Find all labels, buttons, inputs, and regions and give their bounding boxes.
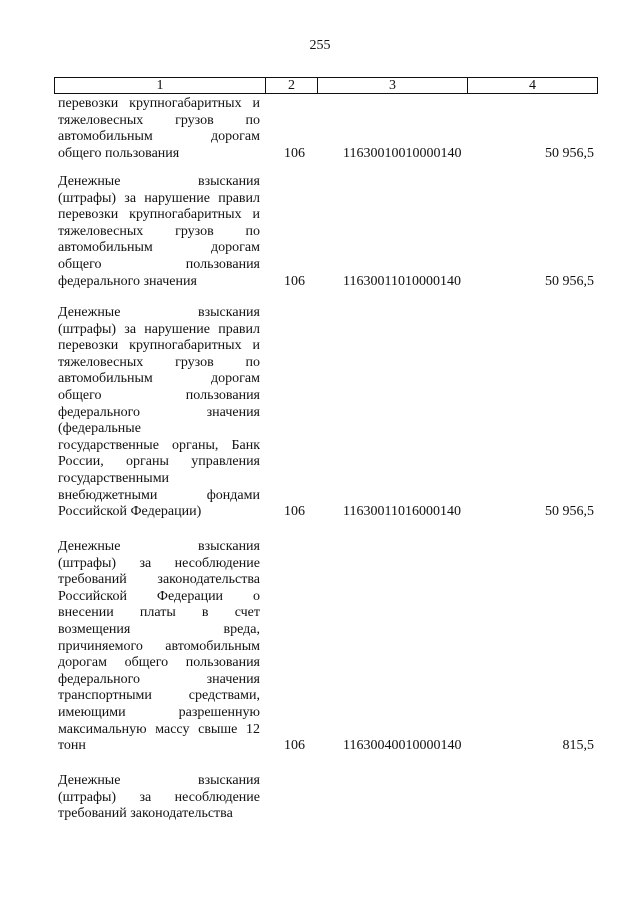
description-line: Денежные взыскания — [58, 773, 260, 788]
description-line: максимальную массу свыше 12 — [58, 721, 260, 737]
description-line: имеющими разрешенную — [58, 704, 260, 720]
description-line: требований законодательства — [58, 806, 233, 822]
description-line: дорогам общего пользования — [58, 655, 260, 671]
description-line: транспортными средствами, — [58, 688, 260, 704]
description-line: России, органы управления — [58, 454, 260, 470]
row-description — [58, 96, 260, 162]
description-line: автомобильным дорогам — [58, 240, 260, 256]
budget-code: 11630010010000140 — [343, 145, 462, 161]
description-line: перевозки крупногабаритных и — [58, 338, 260, 354]
column-header-2: 2 — [266, 78, 318, 93]
amount-value: 815,5 — [562, 738, 594, 754]
row-description — [58, 174, 260, 290]
description-line: требований законодательства — [58, 572, 260, 588]
admin-code: 106 — [284, 738, 305, 754]
description-line: государственными — [58, 470, 170, 486]
amount-value: 50 956,5 — [545, 145, 594, 161]
admin-code: 106 — [284, 273, 305, 289]
description-line: тонн — [58, 738, 86, 754]
description-line: (штрафы) за несоблюдение — [58, 555, 260, 571]
description-line: автомобильным дорогам — [58, 129, 260, 145]
description-line: федерального значения — [58, 671, 260, 687]
budget-code: 11630011016000140 — [343, 504, 461, 520]
table-header-row — [54, 77, 598, 94]
column-header-3: 3 — [318, 78, 468, 93]
description-line: внесении платы в счет — [58, 605, 260, 621]
admin-code: 106 — [284, 504, 305, 520]
description-line: тяжеловесных грузов по — [58, 354, 260, 370]
description-line: (федеральные — [58, 421, 141, 437]
description-line: перевозки крупногабаритных и — [58, 96, 260, 111]
description-line: автомобильным дорогам — [58, 371, 260, 387]
budget-code: 11630040010000140 — [343, 738, 462, 754]
description-line: федерального значения — [58, 273, 197, 289]
admin-code: 106 — [284, 145, 305, 161]
description-line: Российской Федерации) — [58, 504, 202, 520]
row-description — [58, 305, 260, 521]
description-line: тяжеловесных грузов по — [58, 223, 260, 239]
row-description — [58, 539, 260, 755]
description-line: возмещения вреда, — [58, 621, 260, 637]
description-line: тяжеловесных грузов по — [58, 112, 260, 128]
description-line: государственные органы, Банк — [58, 437, 260, 453]
description-line: общего пользования — [58, 256, 260, 272]
description-line: перевозки крупногабаритных и — [58, 207, 260, 223]
description-line: внебюджетными фондами — [58, 487, 260, 503]
column-header-1: 1 — [55, 78, 266, 93]
description-line: (штрафы) за нарушение правил — [58, 190, 260, 206]
column-header-4: 4 — [529, 78, 536, 93]
amount-value: 50 956,5 — [545, 504, 594, 520]
amount-value: 50 956,5 — [545, 273, 594, 289]
description-line: (штрафы) за нарушение правил — [58, 321, 260, 337]
description-line: причиняемого автомобильным — [58, 638, 260, 654]
description-line: (штрафы) за несоблюдение — [58, 789, 260, 805]
description-line: федерального значения — [58, 404, 260, 420]
budget-code: 11630011010000140 — [343, 273, 461, 289]
description-line: общего пользования — [58, 145, 180, 161]
description-line: Денежные взыскания — [58, 539, 260, 554]
description-line: Денежные взыскания — [58, 174, 260, 189]
page-number: 255 — [309, 38, 331, 53]
description-line: Российской Федерации о — [58, 588, 260, 604]
row-description — [58, 773, 260, 823]
description-line: общего пользования — [58, 387, 260, 403]
description-line: Денежные взыскания — [58, 305, 260, 320]
